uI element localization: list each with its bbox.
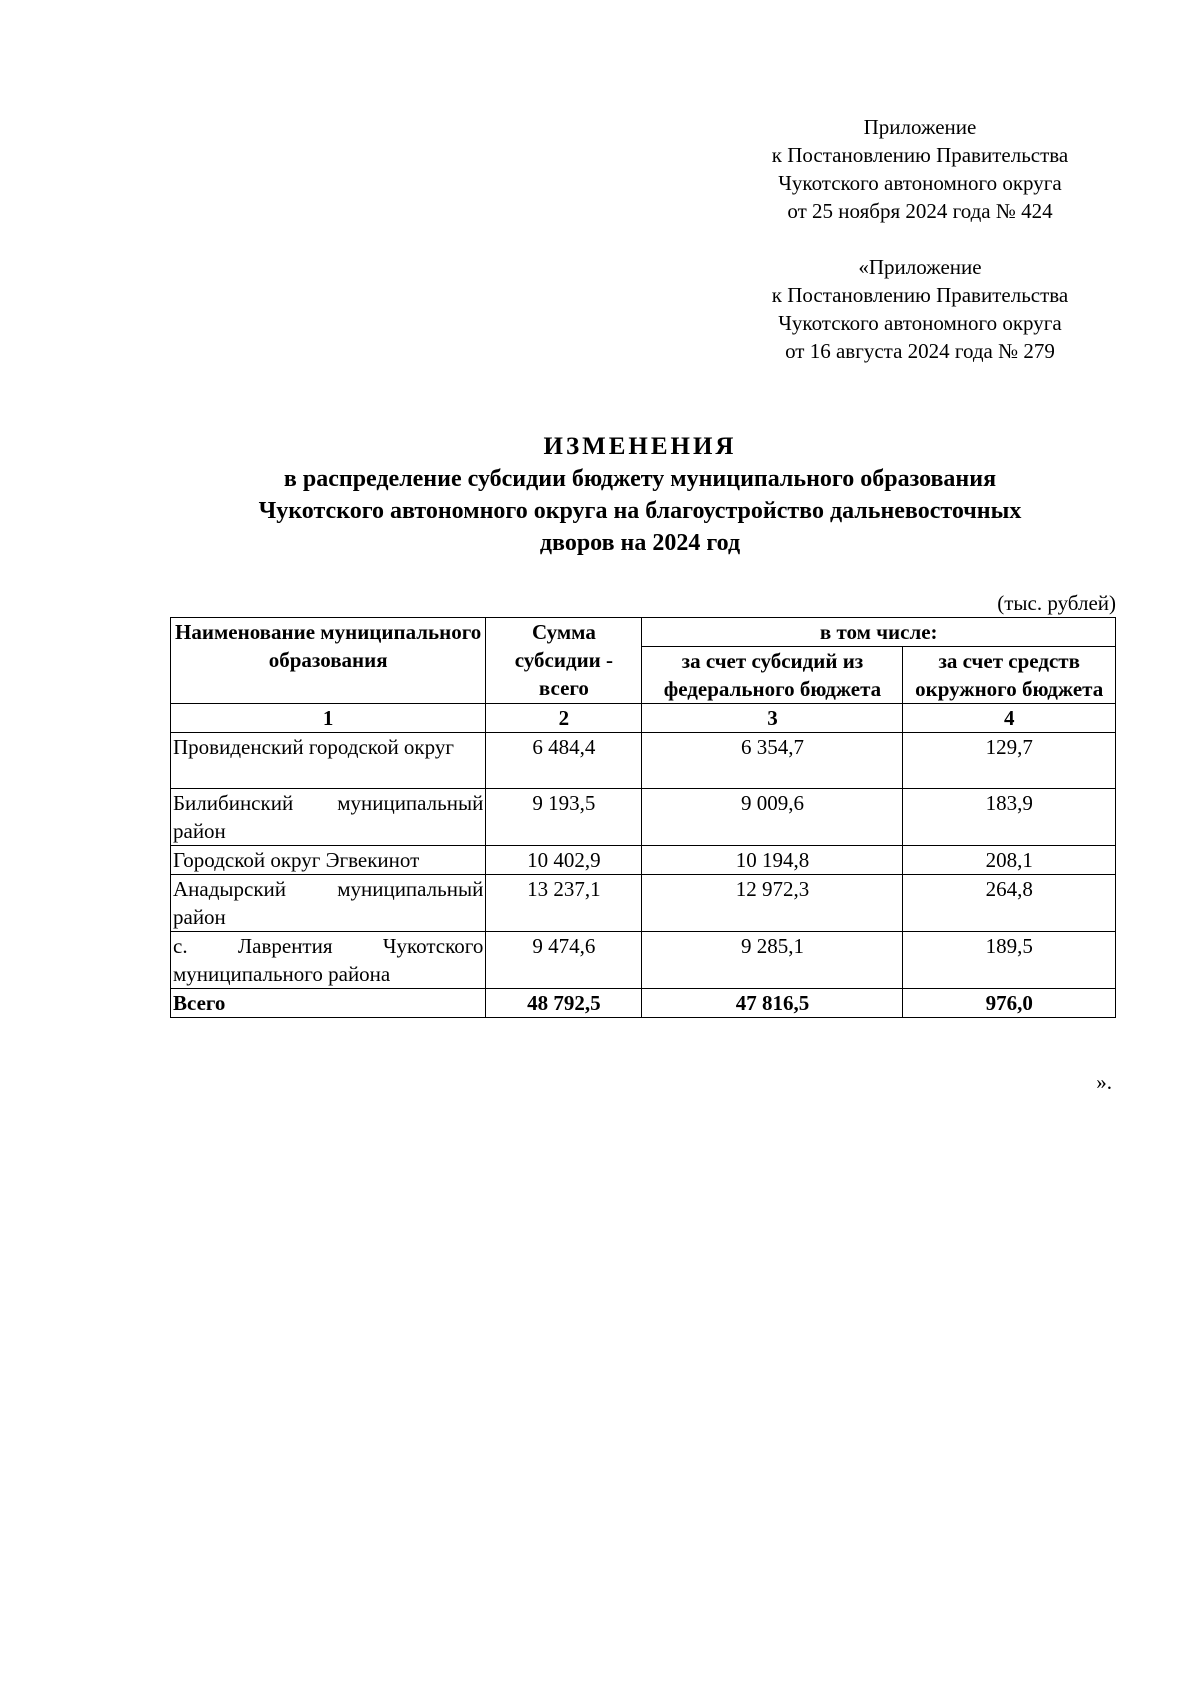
federal-value: 9 009,6	[642, 789, 903, 846]
header-name: Наименование муниципального образования	[171, 618, 486, 704]
column-number: 1	[171, 704, 486, 733]
appendix-line: к Постановлению Правительства	[771, 143, 1069, 167]
appendix-line: Чукотского автономного округа	[778, 311, 1062, 335]
appendix-line: Чукотского автономного округа	[778, 171, 1062, 195]
total-value: 10 402,9	[486, 846, 642, 875]
municipality-name: Городской округ Эгвекинот	[171, 846, 486, 875]
title-line: Чукотского автономного округа на благоустройство дальневосточных	[258, 498, 1022, 524]
table-row	[171, 932, 1116, 989]
appendix-line: «Приложение	[858, 255, 982, 279]
municipality-name: с. Лаврентия Чукотского муниципального района	[171, 932, 486, 989]
appendix-line: от 25 ноября 2024 года № 424	[787, 199, 1053, 223]
column-number: 4	[903, 704, 1116, 733]
column-number: 3	[642, 704, 903, 733]
appendix-line: от 16 августа 2024 года № 279	[785, 339, 1055, 363]
header-district: за счет средств окружного бюджета	[903, 647, 1116, 704]
total-value: 48 792,5	[486, 989, 642, 1018]
district-value: 183,9	[903, 789, 1116, 846]
total-value: 13 237,1	[486, 875, 642, 932]
subsidy-table	[170, 617, 1116, 1018]
total-label: Всего	[171, 989, 486, 1018]
appendix-line: к Постановлению Правительства	[771, 283, 1069, 307]
table-row	[171, 875, 1116, 932]
district-value: 208,1	[903, 846, 1116, 875]
table-row	[171, 733, 1116, 789]
municipality-name: Анадырский муниципальный район	[171, 875, 486, 932]
closing-quote-mark: ».	[1096, 1070, 1112, 1094]
appendix-current-header	[720, 113, 1120, 225]
federal-value: 47 816,5	[642, 989, 903, 1018]
units-label: (тыс. рублей)	[997, 591, 1116, 615]
municipality-name: Провиденский городской округ	[171, 733, 486, 789]
district-value: 189,5	[903, 932, 1116, 989]
table-header-row	[171, 618, 1116, 647]
title-line: дворов на 2024 год	[539, 530, 741, 556]
header-including: в том числе:	[642, 618, 1116, 647]
total-value: 6 484,4	[486, 733, 642, 789]
federal-value: 6 354,7	[642, 733, 903, 789]
total-value: 9 474,6	[486, 932, 642, 989]
federal-value: 9 285,1	[642, 932, 903, 989]
federal-value: 10 194,8	[642, 846, 903, 875]
title-line: в распределение субсидии бюджету муниципального образования	[283, 466, 997, 492]
document-title	[140, 431, 1140, 559]
district-value: 264,8	[903, 875, 1116, 932]
appendix-line: Приложение	[863, 115, 977, 139]
column-number: 2	[486, 704, 642, 733]
appendix-original-header	[720, 253, 1120, 365]
header-total: Сумма субсидии - всего	[486, 618, 642, 704]
title-main: ИЗМЕНЕНИЯ	[543, 433, 737, 460]
municipality-name: Билибинский муниципальный район	[171, 789, 486, 846]
federal-value: 12 972,3	[642, 875, 903, 932]
district-value: 129,7	[903, 733, 1116, 789]
table-row	[171, 789, 1116, 846]
district-value: 976,0	[903, 989, 1116, 1018]
total-value: 9 193,5	[486, 789, 642, 846]
table-row	[171, 846, 1116, 875]
table-total-row	[171, 989, 1116, 1018]
column-number-row	[171, 704, 1116, 733]
header-federal: за счет субсидий из федерального бюджета	[642, 647, 903, 704]
